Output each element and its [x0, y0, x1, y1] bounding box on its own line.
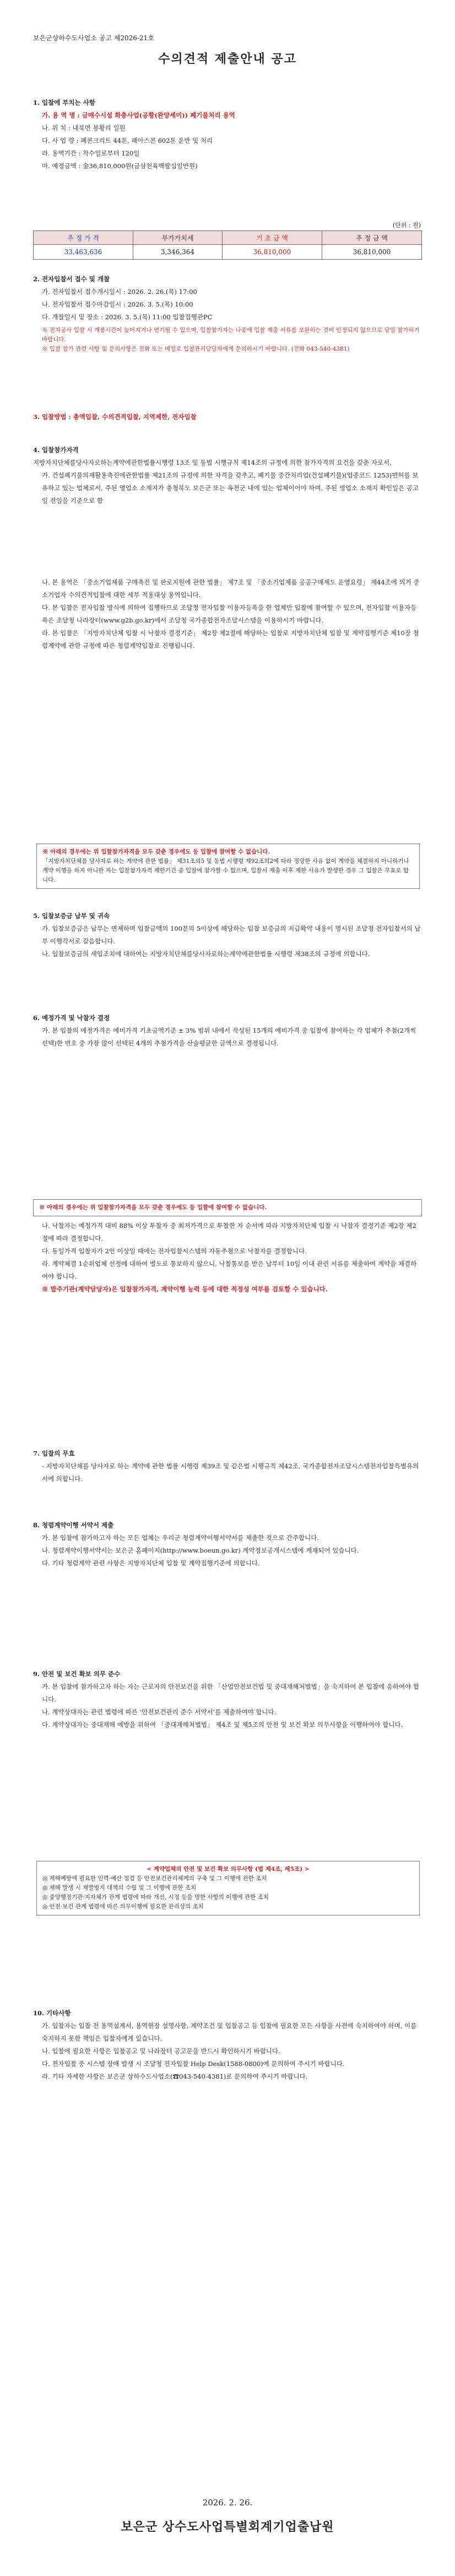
qualification-notice-title: ※ 아래의 경우에는 위 입찰참가자격을 모두 갖춘 경우에도 등 입찰에 참여할 수 없습니다.: [42, 849, 270, 855]
safety-box-item: ◎ 중앙행정기관·지자체가 관계 법령에 따라 개선, 시정 등을 명한 사항의 이행에 관한 조치: [42, 1894, 269, 1901]
section-4-title: 4. 입찰참가자격: [33, 446, 79, 454]
section-5-title: 5. 입찰보증금 납부 및 귀속: [33, 912, 110, 920]
price-header-base: 기 초 금 액: [222, 231, 322, 245]
section-8-title: 8. 청렴계약이행 서약서 제출: [33, 1521, 114, 1529]
section-1-title: 1. 입찰에 부치는 사항: [33, 99, 95, 106]
section-6-cont: [33, 1199, 422, 1296]
safety-box-item: ◎ 안전·보건 관계 법령에 따른 의무이행에 필요한 관리상의 조치: [42, 1903, 204, 1910]
bid-close-time: 나. 전자입찰서 접수마감일시 : 2026. 3. 5.(목) 10:00: [42, 300, 193, 308]
section-6: [33, 1012, 422, 1050]
bid-opening-place: 다. 개찰일시 및 장소 : 2026. 3. 5.(목) 11:00 입찰집행관PC: [42, 313, 213, 321]
section-4: [33, 444, 422, 507]
safety-item-b: 나. 계약상대자는 관련 법령에 따른 ‘안전보건관리 준수 서약서’를 제출하여야 합니다.: [42, 1708, 277, 1716]
misc-item-b: 나. 입찰에 필요한 사항은 입찰공고 및 나라장터 공고문을 반드시 확인하시기 바랍니다.: [42, 2047, 280, 2055]
price-header-vat: 부가가치세: [133, 231, 223, 245]
qualification-d: 라. 본 입찰은 「지방자치단체 입찰 시 낙찰자 결정기준」 제2장 제2절에 해당하는 입찰로 지방자치단체 입찰 및 계약집행기준 제10장 청렴계약에 관한 규정에 따른 청렴계약입찰로 진행됩니다.: [42, 629, 419, 650]
price-table-header-row: [34, 231, 422, 245]
section-9: [33, 1668, 422, 1731]
section-7-title: 7. 입찰의 무효: [33, 1450, 75, 1457]
issuing-organization: 보은군 상수도사업특별회계기업출납원: [121, 2520, 334, 2534]
section-1: [33, 96, 422, 173]
safety-item-a: 가. 본 입찰에 참가하고자 하는 자는 근로자의 안전보건을 위한 「산업안전보건법 및 중대재해처벌법」을 숙지하여 본 입찰에 응하여야 합니다.: [42, 1683, 420, 1703]
winner-item-c: 다. 동일가격 입찰자가 2인 이상일 때에는 전자입찰시스템의 자동추첨으로 낙찰자를 결정합니다.: [42, 1247, 307, 1255]
section-4-cont: [33, 576, 422, 652]
deposit-item-a: 가. 입찰보증금은 납부는 면제하며 입찰금액의 100분의 5이상에 해당하는 입찰 보증금의 지급확약 내용이 명시된 조달청 전자입찰서의 납부 이행각서로 갈음합니다.: [42, 925, 421, 945]
price-value-vat: 3,346,364: [133, 245, 223, 260]
price-notice-box: [33, 1199, 422, 1216]
price-value-total: 36,810,000: [322, 245, 421, 260]
section-2: [33, 273, 422, 354]
qualification-c: 다. 본 입찰은 전자입찰 방식에 의하여 집행하므로 조달청 전자입찰 이용자등록을 한 업체만 입찰에 참여할 수 있으며, 전자입찰 이용자등록은 조달청 나라장터(www.g2b.go.kr)에서 조달청 국가종합전자조달시스템을 이용하시기 바랍니다.: [42, 604, 417, 624]
page-title: 수의견적 제출안내 공고: [158, 52, 297, 66]
safety-item-c: 다. 계약상대자는 중대재해 예방을 위하여 「중대재해처벌법」 제4조 및 제5조의 안전 및 보건 확보 의무사항을 이행하여야 합니다.: [42, 1721, 403, 1729]
section-10: [33, 2007, 422, 2083]
notice-date: 2026. 2. 26.: [202, 2498, 253, 2508]
section-8: [33, 1519, 422, 1570]
section-7: [33, 1447, 422, 1485]
misc-item-a: 가. 입찰자는 입찰 전 용역설계서, 용역현장 설명사항, 계약조건 및 입찰공고 등 입찰에 필요한 모든 사항을 사전에 숙지하여야 하며, 이를 숙지하지 못한 책임은 입찰자에게 있습니다.: [42, 2022, 417, 2042]
deposit-item-b: 나. 입찰보증금의 세입조치에 대하여는 지방자치단체를당사자로하는계약에관한법률 시행령 제38조의 규정에 의합니다.: [42, 950, 370, 958]
table-unit: (단위 : 원): [392, 222, 421, 229]
integrity-item-c: 다. 기타 청렴계약 관련 사항은 지방자치단체 입찰 및 계약집행기준에 의합니다.: [42, 1559, 260, 1567]
invalid-item: - 지방자치단체를 당사자로 하는 계약에 관한 법률 시행령 제39조 및 같은법 시행규칙 제42조, 국가종합전자조달시스템전자입찰특별유의서에 의합니다.: [42, 1462, 419, 1483]
integrity-item-a: 가. 본 입찰에 참가하고자 하는 모든 업체는 우리군 청렴계약이행서약서를 제출한 것으로 간주합니다.: [42, 1534, 319, 1542]
bid-note-2: ※ 입찰 참가 관련 사항 및 문의사항은 전화 또는 메일로 입찰관리담당자에게 문의하시기 바랍니다. (전화 043-540-4381): [42, 346, 350, 352]
safety-box-title: < 계약업체의 안전 및 보건 확보 의무사항 (법 제4조, 제5조) >: [147, 1866, 310, 1872]
price-value-base: 36,810,000: [222, 245, 322, 260]
section-9-title: 9. 안전 및 보건 확보 의무 준수: [33, 1670, 121, 1678]
section-6-title: 6. 예정가격 및 낙찰자 결정: [33, 1014, 110, 1022]
safety-box-item: ◎ 재해 발생 시 재발방지 대책의 수립 및 그 이행에 관한 조치: [42, 1885, 197, 1891]
section-5: [33, 910, 422, 960]
section-3-title: 3. 입찰방법 : 총액입찰, 수의견적입찰, 지역제한, 전자입찰: [33, 413, 197, 421]
section-4-intro: 지방자치단체를당사자로하는계약에관한법률시행령 13조 및 동법 시행규칙 제14조의 규정에 의한 참가자격의 요건을 갖춘 자로서,: [33, 459, 392, 466]
price-notice-text: ※ 아래의 경우에는 위 입찰참가자격을 모두 갖춘 경우에도 등 입찰에 참여할 수 없습니다.: [39, 1204, 267, 1211]
safety-box-item: ◎ 재해예방에 필요한 인력·예산 점검 등 안전보건관리체계의 구축 및 그 이행에 관한 조치: [42, 1875, 267, 1882]
misc-item-c: 다. 전자입찰 중 시스템 장애 발생 시 조달청 전자입찰 Help Desk(1588-0800)에 문의하여 주시기 바랍니다.: [42, 2060, 345, 2068]
qualification-notice-box: [36, 844, 420, 889]
price-table: [33, 230, 422, 260]
price-table-value-row: [34, 245, 422, 260]
service-quantity: 다. 사 업 량 : 폐콘크리트 44톤, 폐아스콘 602톤 운반 및 처리: [42, 137, 213, 144]
service-location: 나. 위 치 : 내북면 봉황리 일원: [42, 124, 126, 132]
notice-reference-number: 보은군상하수도사업소 공고 제2026-21호: [33, 34, 154, 42]
service-period: 라. 용역기간 : 착수일로부터 120일: [42, 149, 140, 157]
winner-item-d: 라. 계약체결 1순위업체 선정에 대하여 별도로 통보하지 않으니, 낙찰통보를 받은 날부터 10일 이내 관련 서류를 제출하여 계약을 체결하여야 합니다.: [42, 1260, 417, 1280]
winner-item-b: 나. 낙찰자는 예정가격 대비 88% 이상 투찰자 중 최저가격으로 투찰한 자 순서에 따라 지방자치단체 입찰 시 낙찰자 결정기준 제2장 제2절에 따라 결정합니다.: [42, 1222, 416, 1242]
integrity-item-b: 나. 청렴계약이행서약서는 보은군 홈페이지(http://www.boeun.go.kr) 계약정보공개시스템에 게재되어 있습니다.: [42, 1547, 359, 1554]
qualification-b: 나. 본 용역은 「중소기업제품 구매촉진 및 판로지원에 관한 법률」 제7조 및 「중소기업제품 공공구매제도 운영요령」 제44조에 의거 중소기업자 수의견적입찰에 대한 세부 적용대상 용역입니다.: [42, 578, 420, 599]
estimated-amount: 마. 예정금액 : 金36,810,000원(금삼천육백팔십일만원): [42, 162, 198, 170]
section-10-title: 10. 기타사항: [33, 2009, 71, 2017]
section-2-title: 2. 전자입찰서 접수 및 개찰: [33, 275, 110, 283]
service-name: 가. 용 역 명 : 금매수시설 화충사업(공황(완양세미)) 폐기물처리 용역: [42, 111, 235, 119]
price-decision-intro: 가. 본 입찰의 예정가격은 예비가격 기초금액기준 ± 3% 범위 내에서 작성된 15개의 예비가격 중 입찰에 참여하는 각 업체가 추첨(2개씩 선택)한 번호 중 가장 많이 선택된 4개의 추첨가격을 산술평균한 금액으로 결정됩니다.: [42, 1027, 416, 1047]
section-3: [33, 411, 422, 423]
price-header-total: 추 정 금 액: [322, 231, 421, 245]
winner-note: ※ 발주기관(계약담당자)은 입찰참가자격, 계약이행 능력 등에 대한 적정성 여부를 검토할 수 있습니다.: [42, 1285, 328, 1293]
safety-duty-box: [36, 1861, 420, 1915]
qualification-notice-body: 「지방자치단체를 당사자로 하는 계약에 관한 법률」 제31조의5 및 동법 시행령 제92조의2에 따라 정당한 사유 없이 계약을 체결하지 아니하거나 계약 이행을 하지 아니한 자는 입찰참가자격 제한기간 중 입찰에 참가할 수 없으며, 입찰서 제출 이후 제한 사유가 발생한 경우 그 입찰은 무효로 합니다.: [42, 858, 409, 883]
bid-open-time: 가. 전자입찰서 접수개시일시 : 2026. 2. 26.(목) 17:00: [42, 288, 197, 296]
misc-item-d: 라. 기타 자세한 사항은 보은군 상하수도사업소(☎043-540-4381)로 문의하여 주시기 바랍니다.: [42, 2073, 308, 2080]
price-value-estimated: 33,463,636: [34, 245, 133, 260]
qualification-a: 가. 건설폐기물의재활용촉진에관한법률 제21조의 규정에 의한 자격을 갖추고, 폐기물 중간처리업(건설폐기물)(업종코드 1253)면허를 보유하고 있는 업체로서, 주된 영업소 소재지가 충청북도 보은군 또는 옥천군 내에 있는 업체이어야 하며, 주된 영업소 소재지 확인일은 공고일 전일을 기준으로 함: [42, 471, 419, 505]
price-header-estimated: 추 정 가 격: [34, 231, 133, 245]
bid-note-1: ※ 전자공사 입찰 시 개봉시간이 늦어지거나 연기될 수 있으며, 입찰참가자는 나중에 입찰 제출 서류를 보완하는 것이 인정되지 않으므로 당일 참가하기 바랍니다.: [42, 327, 420, 343]
